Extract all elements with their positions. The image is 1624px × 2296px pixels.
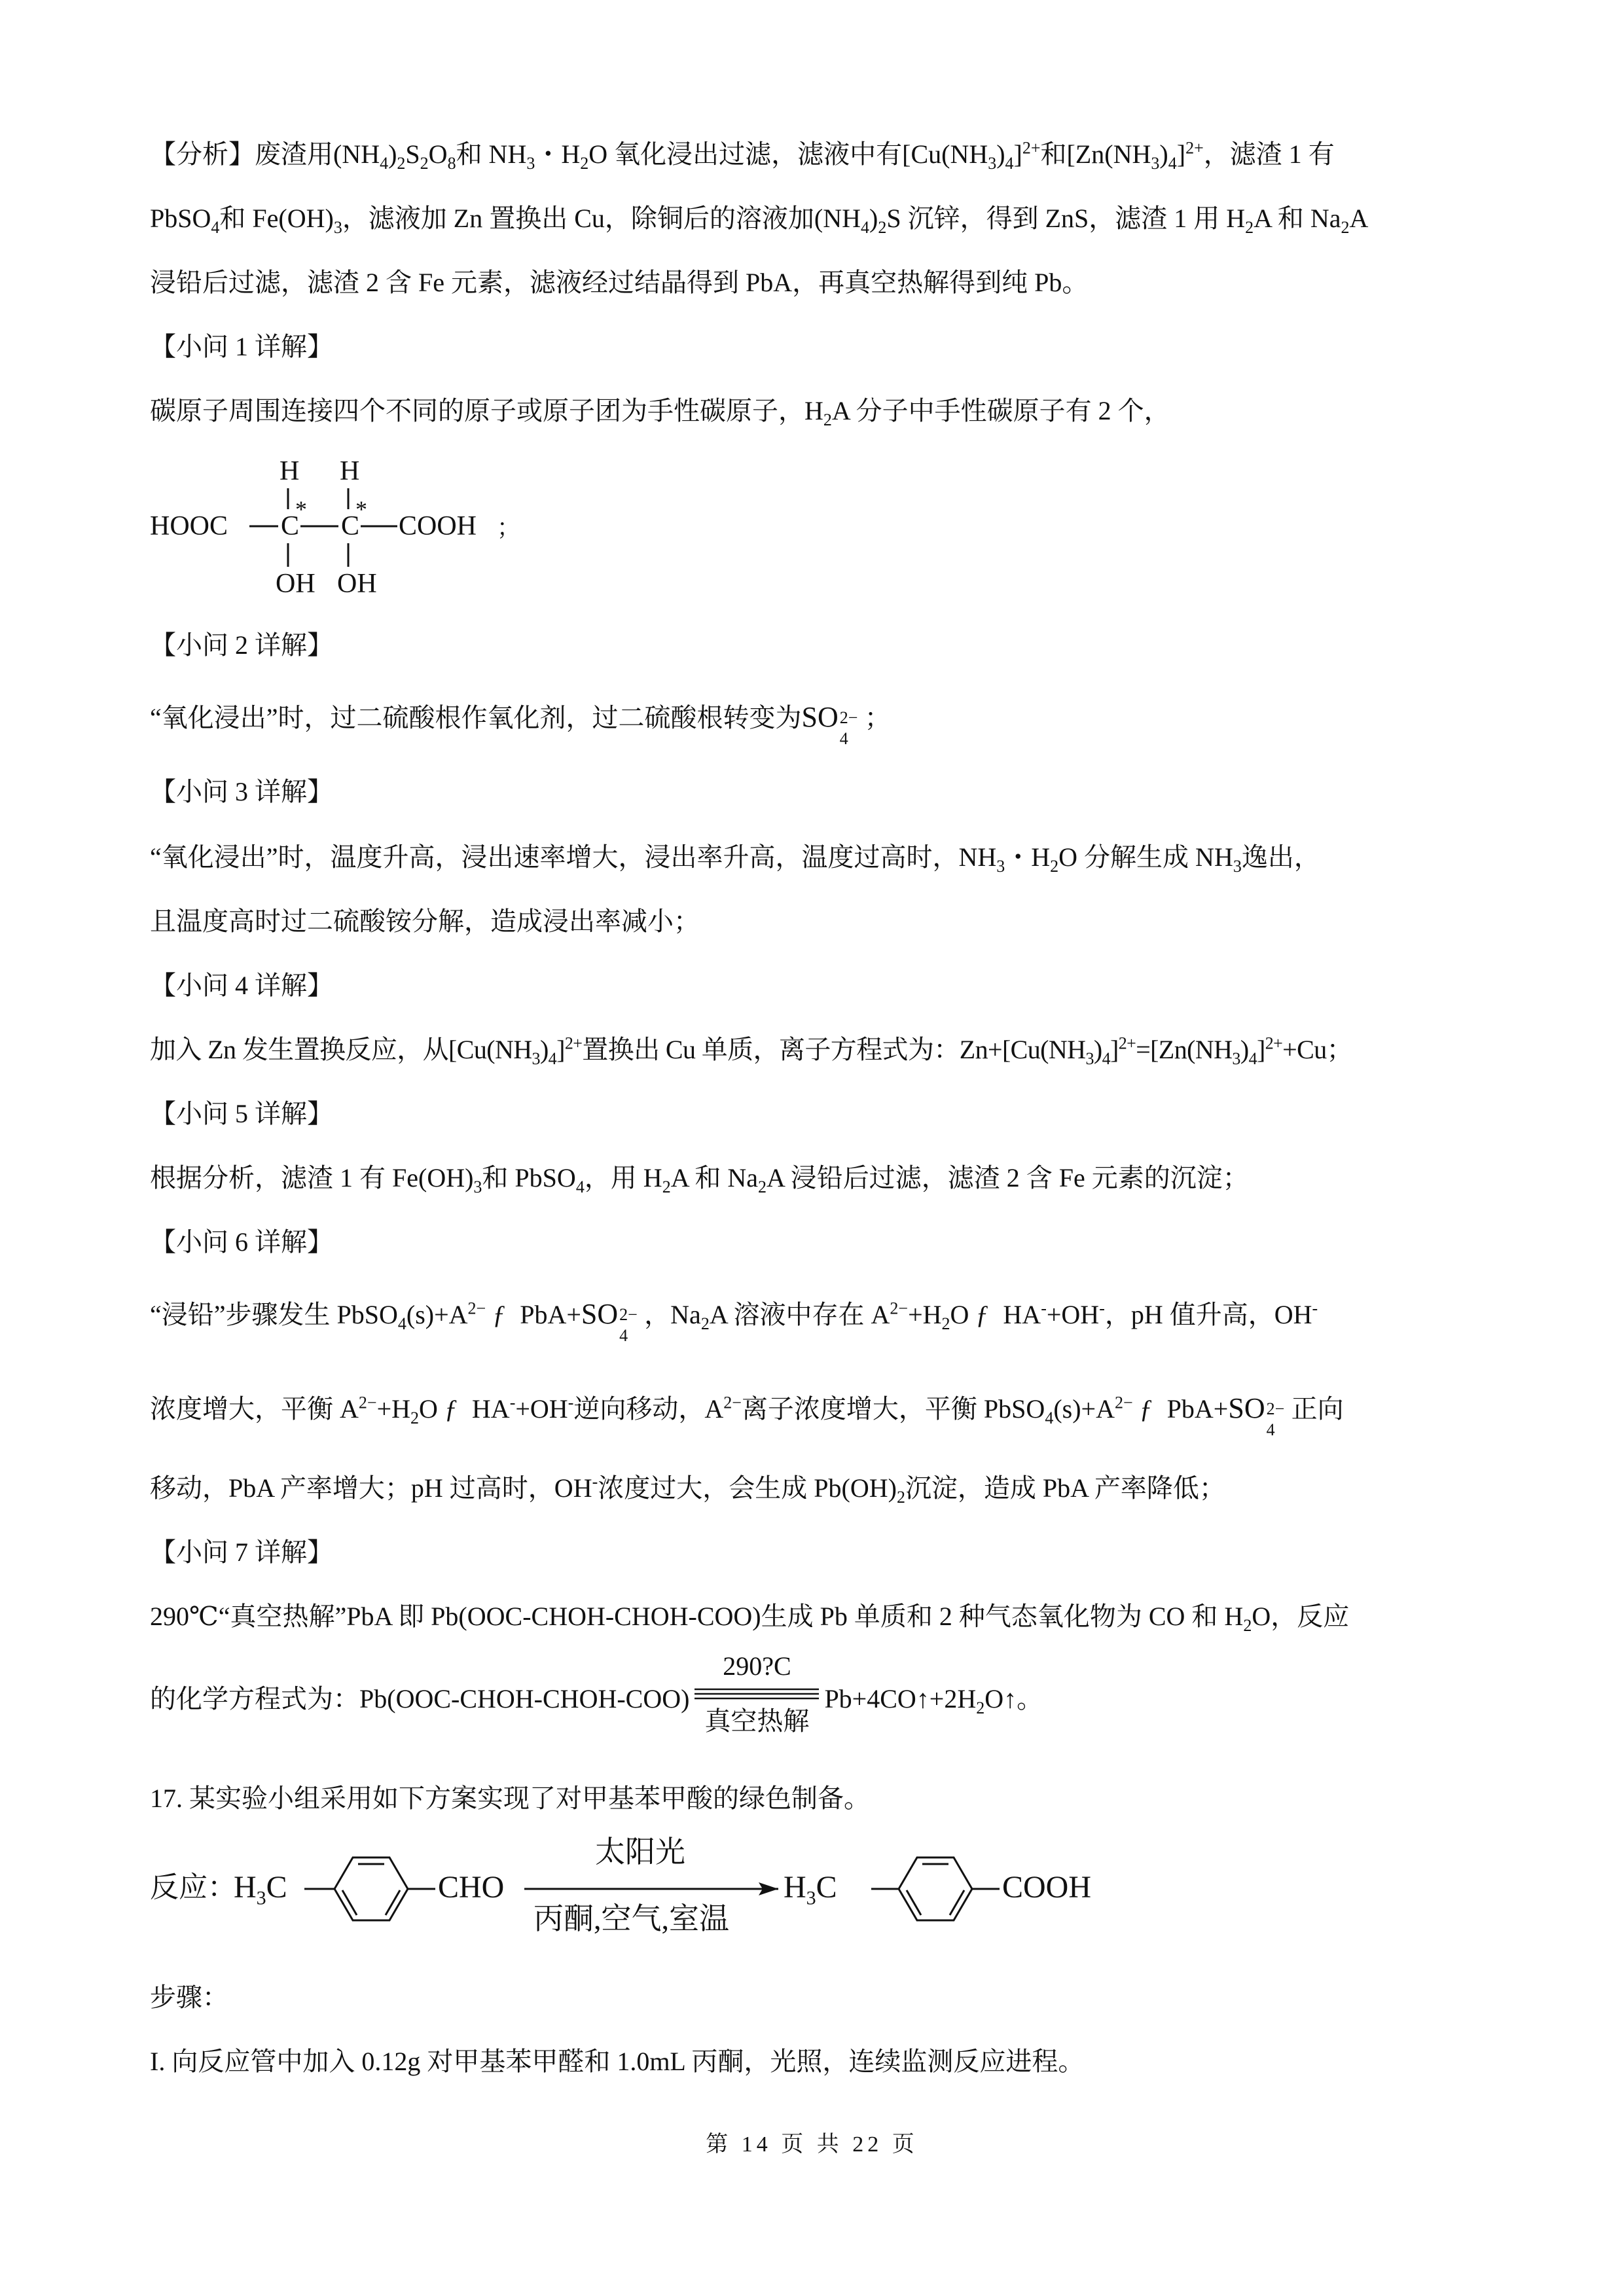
page-footer: 第 14 页 共 22 页	[706, 2132, 918, 2157]
q2-heading: 【小问 2 详解】	[150, 630, 333, 660]
steps-label: 步骤：	[150, 1982, 228, 2012]
thermal-condition: 290?C 真空热解	[704, 1651, 810, 1736]
methyl-left: $H_3C$	[234, 1870, 287, 1909]
struct-h1: H	[280, 456, 300, 486]
q5-text: 根据分析，滤渣 1 有 $Fe(OH)_3$和 PbSO$_4$，用 $H_2A$ 和 $Na_2A$ 浸铅后过滤，滤渣 2 含 Fe 元素的沉淀；	[150, 1163, 1249, 1196]
q4-heading: 【小问 4 详解】	[150, 971, 333, 1000]
struct-c1: C	[281, 511, 300, 541]
struct-oh1: OH	[276, 569, 316, 599]
reaction-label: 反应：	[150, 1871, 236, 1903]
struct-hooc: HOOC	[150, 511, 228, 541]
struct-h2: H	[340, 456, 360, 486]
q7-heading: 【小问 7 详解】	[150, 1537, 333, 1567]
struct-c2: C	[341, 511, 360, 541]
q6-line-3: 移动，PbA 产率增大；pH 过高时，OH-浓度过大，会生成 $Pb(OH)_2$沉淀，造成 PbA 产率降低；	[150, 1472, 1225, 1507]
q3-heading: 【小问 3 详解】	[150, 777, 333, 806]
q5-heading: 【小问 5 详解】	[150, 1099, 333, 1128]
struct-cooh: COOH	[399, 511, 477, 541]
aldehyde-group: CHO	[438, 1870, 505, 1905]
q2-text: “氧化浸出”时，过二硫酸根作氧化剂，过二硫酸根转变为SO 2− 4 ；	[150, 701, 891, 748]
q6-line-1: “浸铅”步骤发生 $PbSO_4(s)+A^{2-}$ ƒ PbA+SO 2− 4 ，$Na_2A$ 溶液中存在 $A^{2-}+H_2O$ ƒ HA-+OH-，pH 值升高，OH-	[150, 1298, 1318, 1345]
equilibrium-sign: ƒ	[444, 1394, 458, 1424]
condition-sunlight: 太阳光	[595, 1835, 685, 1869]
struct-oh2: OH	[337, 569, 377, 599]
struct-star1: *	[295, 496, 307, 522]
methyl-right: $H_3C$	[784, 1870, 837, 1909]
step-1: I. 向反应管中加入 0.12g 对甲基苯甲醛和 1.0mL 丙酮，光照，连续监测反应进程。	[150, 2047, 1085, 2076]
q4-text: 加入 Zn 发生置换反应，从$[Cu(NH_3)_4]^{2+}$置换出 Cu 单质，离子方程式为：$Zn+[Cu(NH_3)_4]^{2+}=[Zn(NH_3)_4]^{2+}+Cu$；	[150, 1033, 1353, 1068]
equilibrium-sign: ƒ	[975, 1300, 989, 1329]
q7-line-1: 290℃“真空热解”PbA 即 Pb(OOC-CHOH-CHOH-COO)生成 Pb 单质和 2 种气态氧化物为 CO 和 $H_2O$，反应	[150, 1602, 1350, 1635]
q6-line-2: 浓度增大，平衡 $A^{2-}+H_2O$ ƒ HA-+OH-逆向移动，$A^{2-}$离子浓度增大，平衡 $PbSO_4(s)+A^{2-}$ ƒ PbA+SO 2− 4 正向	[150, 1392, 1344, 1439]
carboxyl-group: COOH	[1002, 1870, 1092, 1905]
condition-solvent: 丙酮,空气,室温	[533, 1902, 729, 1935]
analysis-line-1: 【分析】废渣用$(NH_4)_2S_2O_8$和 $NH_3$・$H_2O$ 氧化浸出过滤，滤液中有$[Cu(NH_3)_4]^{2+}$和$[Zn(NH_3)_4]^{2+}$，滤渣 1 有	[150, 138, 1335, 173]
analysis-line-2: PbSO$_4$和 $Fe(OH)_3$，滤液加 Zn 置换出 Cu，除铜后的溶液加$(NH_4)_2S$ 沉锌，得到 ZnS，滤渣 1 用 $H_2A$ 和 $Na_2A$	[150, 204, 1369, 237]
problem-17-title: 17. 某实验小组采用如下方案实现了对甲基苯甲酸的绿色制备。	[150, 1784, 870, 1813]
q1-heading: 【小问 1 详解】	[150, 332, 333, 361]
struct-end: ；	[497, 514, 521, 541]
q1-text: 碳原子周围连接四个不同的原子或原子团为手性碳原子，$H_2A$ 分子中手性碳原子有 2 个，	[150, 396, 1170, 429]
q7-line-2: 的化学方程式为：Pb(OOC-CHOH-CHOH-COO) 290?C 真空热解 $Pb+4CO↑+2H_2O↑$。	[150, 1651, 1043, 1736]
reaction-scheme	[150, 1826, 1197, 1957]
q6-heading: 【小问 6 详解】	[150, 1227, 333, 1257]
tartaric-acid-structure	[150, 452, 556, 602]
q3-line-1: “氧化浸出”时，温度升高，浸出速率增大，浸出率升高，温度过高时，$NH_3$・$H_2O$ 分解生成 $NH_3$逸出，	[150, 842, 1320, 876]
analysis-line-3: 浸铅后过滤，滤渣 2 含 Fe 元素，滤液经过结晶得到 PbA，再真空热解得到纯 Pb。	[150, 268, 1089, 297]
equilibrium-sign: ƒ	[1139, 1394, 1153, 1424]
struct-star2: *	[355, 496, 367, 522]
struct-bonds	[150, 452, 556, 602]
q3-line-2: 且温度高时过二硫酸铵分解，造成浸出率减小；	[150, 906, 700, 936]
equilibrium-sign: ƒ	[492, 1300, 506, 1329]
